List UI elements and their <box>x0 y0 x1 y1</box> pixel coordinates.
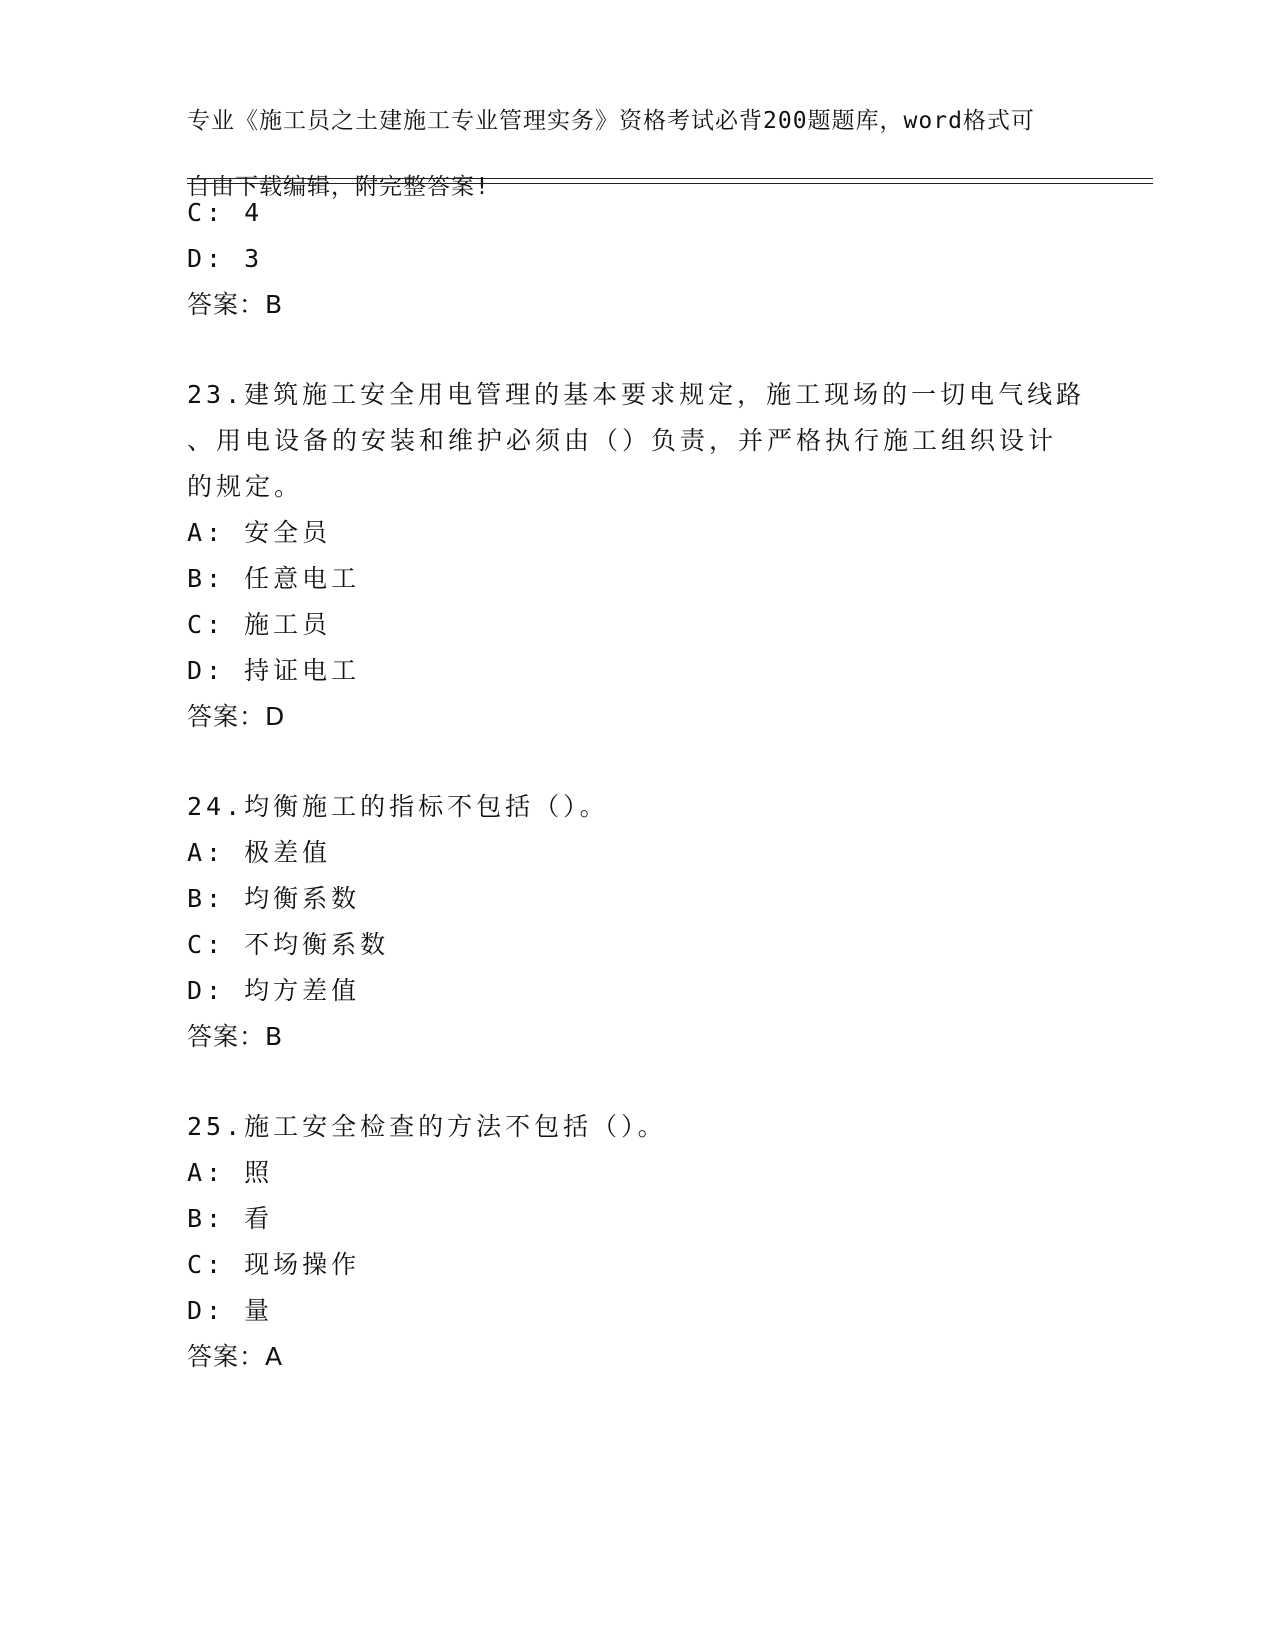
header-title-line-2: 自由下载编辑，附完整答案! <box>187 174 490 200</box>
option-d: D: 3 <box>187 244 264 273</box>
answer-line: 答案：B <box>187 1022 284 1051</box>
question-22-tail <box>187 190 1087 328</box>
option-b: B: 任意电工 <box>187 564 361 593</box>
question-stem-line: 、用电设备的安装和维护必须由（）负责，并严格执行施工组织设计 <box>187 426 1058 455</box>
answer-line: 答案：A <box>187 1342 284 1371</box>
question-stem-line: 24.均衡施工的指标不包括（）。 <box>187 792 609 821</box>
header-rule-top <box>187 178 1153 179</box>
option-a: A: 安全员 <box>187 518 332 547</box>
option-c: C: 现场操作 <box>187 1250 361 1279</box>
header-title-line-1: 专业《施工员之土建施工专业管理实务》资格考试必背200题题库，word格式可 <box>187 108 1035 134</box>
option-c: C: 不均衡系数 <box>187 930 390 959</box>
question-list <box>187 190 1087 1380</box>
answer-line: 答案：D <box>187 702 286 731</box>
question-gap <box>187 328 1087 372</box>
option-d: D: 持证电工 <box>187 656 361 685</box>
question-25 <box>187 1104 1087 1380</box>
option-d: D: 量 <box>187 1296 274 1325</box>
option-a: A: 极差值 <box>187 838 332 867</box>
question-gap <box>187 740 1087 784</box>
question-24 <box>187 784 1087 1060</box>
option-b: B: 看 <box>187 1204 274 1233</box>
option-c: C: 施工员 <box>187 610 332 639</box>
question-gap <box>187 1060 1087 1104</box>
option-b: B: 均衡系数 <box>187 884 361 913</box>
question-23 <box>187 372 1087 740</box>
header-rule-bottom <box>187 183 1153 184</box>
option-d: D: 均方差值 <box>187 976 361 1005</box>
answer-line: 答案：B <box>187 290 284 319</box>
option-a: A: 照 <box>187 1158 274 1187</box>
question-stem-line: 23.建筑施工安全用电管理的基本要求规定，施工现场的一切电气线路 <box>187 380 1086 409</box>
question-stem-line: 25.施工安全检查的方法不包括（）。 <box>187 1112 667 1141</box>
question-stem-line: 的规定。 <box>187 472 304 501</box>
option-c: C: 4 <box>187 198 264 227</box>
